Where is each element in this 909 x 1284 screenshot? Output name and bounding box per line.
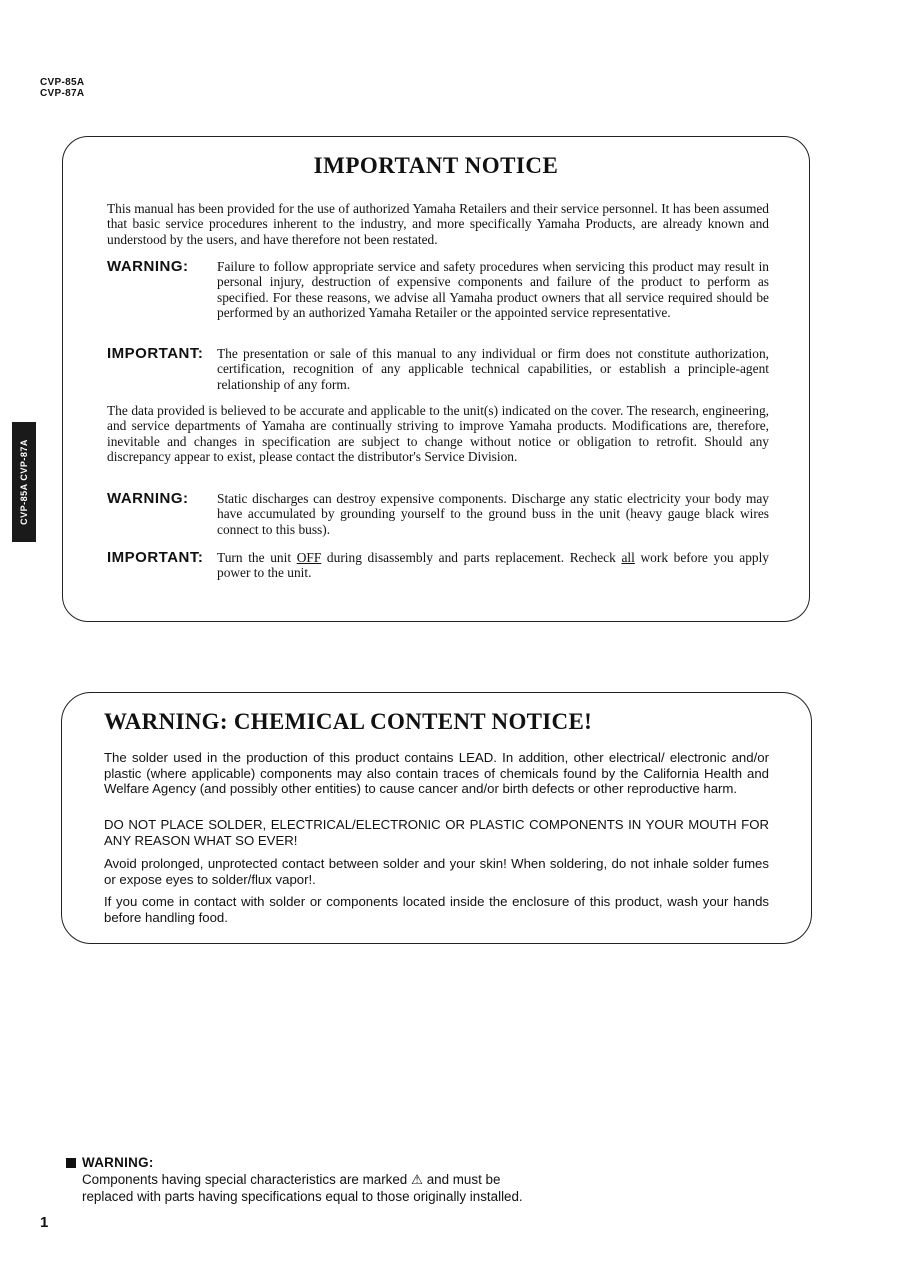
important-text-2-mid: during disassembly and parts replacement. Recheck (321, 550, 622, 565)
side-tab (12, 422, 36, 542)
bottom-warning-line-2: replaced with parts having specifications equal to those originally installed. (82, 1189, 523, 1204)
model-number (40, 77, 84, 99)
off-word: OFF (296, 550, 322, 565)
bottom-warning-line-1-pre: Components having special characteristics are marked (82, 1172, 411, 1187)
intro-paragraph: This manual has been provided for the use of authorized Yamaha Retailers and their service personnel. It has been assumed that basic service procedures inherent to the industry, and more specifically Yamaha Products, are already known and understood by the users, and have therefore not been restated. (107, 201, 769, 247)
chemical-paragraph-1: The solder used in the production of this product contains LEAD. In addition, other electrical/ electronic and/or plastic (where applicable) components may also contain traces of chemicals found by the California Health and Welfare Agency (and possibly other entities) to cause cancer and/or birth defects or other reproductive harm. (104, 750, 769, 797)
model-line-1: CVP-85A (40, 77, 85, 88)
important-label-1: IMPORTANT: (107, 345, 204, 362)
bottom-warning-heading: WARNING: (82, 1155, 154, 1170)
page-number: 1 (40, 1214, 49, 1231)
bottom-warning (66, 1154, 523, 1205)
warning-text-1: Failure to follow appropriate service and safety procedures when servicing this product may result in personal injury, destruction of expensive components and failure of the product to perform as specified. For these reasons, we advise all Yamaha product owners that all service required should be performed by an authorized Yamaha Retailer or the appointed service representative. (217, 259, 769, 320)
important-text-2-post: work before you apply power to the unit. (217, 550, 769, 581)
bottom-warning-line-1-post: and must be (422, 1172, 501, 1187)
warning-label-2: WARNING: (107, 490, 189, 507)
warning-triangle-icon: ⚠ (410, 1172, 423, 1187)
chemical-notice-title: WARNING: CHEMICAL CONTENT NOTICE! (104, 709, 593, 734)
warning-text-2: Static discharges can destroy expensive components. Discharge any static electricity your body may have accumulated by grounding yourself to the ground buss in the unit (heavy gauge black wires connect to this buss). (217, 491, 769, 537)
side-tab-label: CVP-85A CVP-87A (19, 439, 30, 525)
all-word: all (621, 550, 635, 565)
important-notice-title: IMPORTANT NOTICE (313, 153, 559, 178)
model-line-2: CVP-87A (40, 88, 85, 99)
warning-label-1: WARNING: (107, 258, 189, 275)
important-text-2 (217, 550, 769, 581)
chemical-paragraph-2: DO NOT PLACE SOLDER, ELECTRICAL/ELECTRONIC OR PLASTIC COMPONENTS IN YOUR MOUTH FOR ANY REASON WHAT SO EVER! (104, 817, 769, 848)
chemical-paragraph-4: If you come in contact with solder or components located inside the enclosure of this product, wash your hands before handling food. (104, 894, 769, 925)
data-paragraph: The data provided is believed to be accurate and applicable to the unit(s) indicated on the cover. The research, engineering, and service departments of Yamaha are continually striving to improve Yamaha products. Modifications are, therefore, inevitable and changes in specification are subject to change without notice or obligation to retrofit. Should any discrepancy appear to exist, please contact the distributor's Service Division. (107, 403, 769, 464)
important-text-1: The presentation or sale of this manual to any individual or firm does not constitute authorization, certification, recognition of any applicable technical capabilities, or establish a principle-agent relationship of any form. (217, 346, 769, 392)
bottom-warning-line-1 (82, 1171, 523, 1188)
important-text-2-pre: Turn the unit (217, 550, 297, 565)
chemical-paragraph-3: Avoid prolonged, unprotected contact between solder and your skin! When soldering, do not inhale solder fumes or expose eyes to solder/flux vapor!. (104, 856, 769, 887)
important-label-2: IMPORTANT: (107, 549, 204, 566)
square-bullet-icon (66, 1158, 76, 1168)
